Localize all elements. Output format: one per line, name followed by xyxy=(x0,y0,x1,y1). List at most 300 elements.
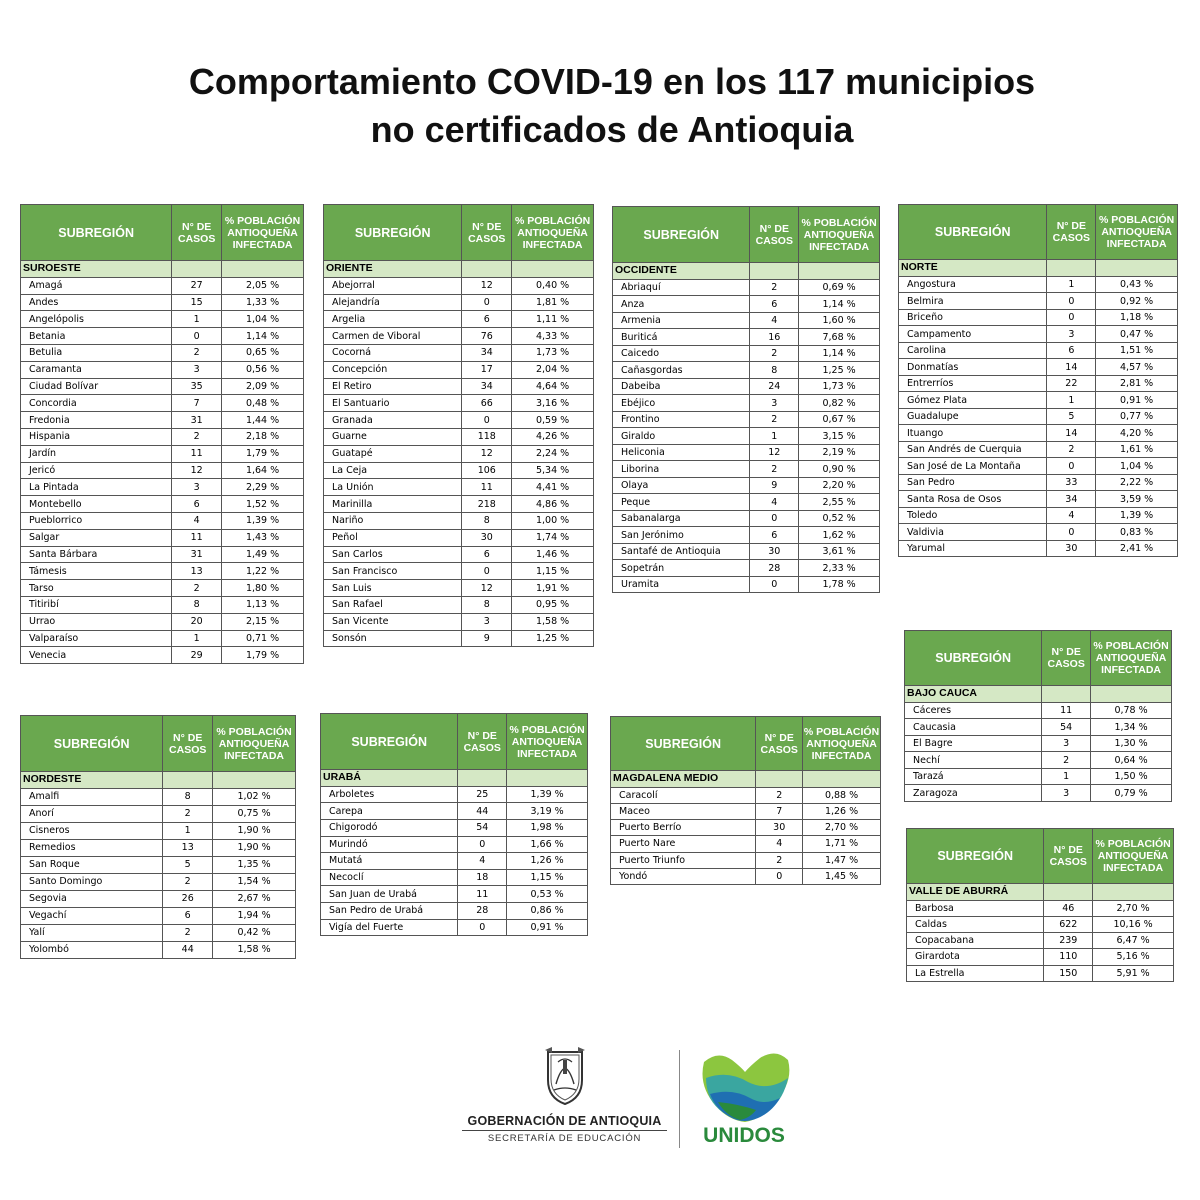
table-row xyxy=(907,933,1174,949)
casos-cell: 31 xyxy=(172,412,222,429)
table-magdalena xyxy=(610,716,881,885)
municipio-cell: Toledo xyxy=(899,507,1047,524)
header-subregion: SUBREGIÓN xyxy=(899,205,1047,260)
casos-cell: 14 xyxy=(1047,425,1096,442)
casos-cell: 30 xyxy=(756,820,803,836)
casos-cell: 13 xyxy=(172,563,222,580)
casos-cell: 20 xyxy=(172,613,222,630)
table-row xyxy=(324,462,594,479)
table-row xyxy=(899,326,1178,343)
table-row xyxy=(899,359,1178,376)
casos-cell: 5 xyxy=(163,856,213,873)
table-row xyxy=(21,428,304,445)
casos-cell: 2 xyxy=(750,461,799,478)
table-suroeste xyxy=(20,204,304,664)
casos-cell: 25 xyxy=(458,786,507,803)
porcentaje-cell: 1,14 % xyxy=(799,296,880,313)
municipio-cell: Betania xyxy=(21,328,172,345)
porcentaje-cell: 1,04 % xyxy=(1096,458,1178,475)
casos-cell: 46 xyxy=(1044,900,1093,916)
table-row xyxy=(611,868,881,884)
casos-cell: 4 xyxy=(750,312,799,329)
region-filler-cell xyxy=(1091,686,1172,703)
porcentaje-cell: 2,67 % xyxy=(213,890,296,907)
porcentaje-cell: 1,45 % xyxy=(803,868,881,884)
table-row xyxy=(21,805,296,822)
table-row xyxy=(21,613,304,630)
porcentaje-cell: 2,15 % xyxy=(222,613,304,630)
table-row xyxy=(905,702,1172,719)
porcentaje-cell: 1,13 % xyxy=(222,596,304,613)
table-row xyxy=(905,752,1172,769)
casos-cell: 2 xyxy=(163,805,213,822)
table-row xyxy=(899,458,1178,475)
casos-cell: 2 xyxy=(172,344,222,361)
porcentaje-cell: 1,33 % xyxy=(222,294,304,311)
header-row xyxy=(899,205,1178,260)
region-name: MAGDALENA MEDIO xyxy=(611,771,756,788)
municipio-cell: Mutatá xyxy=(321,853,458,870)
region-filler-cell xyxy=(222,261,304,278)
antioquia-coat-of-arms-icon xyxy=(540,1046,590,1106)
unidos-heart-logo-icon xyxy=(698,1048,792,1124)
casos-cell: 2 xyxy=(172,580,222,597)
table-row xyxy=(21,839,296,856)
header-porcentaje: % POBLACIÓN ANTIOQUEÑA INFECTADA xyxy=(1096,205,1178,260)
table-row xyxy=(899,474,1178,491)
municipio-cell: Yondó xyxy=(611,868,756,884)
porcentaje-cell: 1,26 % xyxy=(507,853,588,870)
table-row xyxy=(21,822,296,839)
table-row xyxy=(899,491,1178,508)
municipio-cell: Tarazá xyxy=(905,768,1042,785)
municipio-cell: Granada xyxy=(324,412,462,429)
municipio-cell: Tarso xyxy=(21,580,172,597)
table-row xyxy=(321,803,588,820)
porcentaje-cell: 1,25 % xyxy=(512,630,594,647)
table-row xyxy=(324,294,594,311)
data-table xyxy=(898,204,1178,557)
header-casos: N° DE CASOS xyxy=(750,207,799,263)
table-row xyxy=(613,510,880,527)
municipio-cell: Giraldo xyxy=(613,428,750,445)
table-row xyxy=(613,345,880,362)
municipio-cell: Carepa xyxy=(321,803,458,820)
table-row xyxy=(613,395,880,412)
casos-cell: 2 xyxy=(163,873,213,890)
data-table xyxy=(612,206,880,593)
porcentaje-cell: 0,71 % xyxy=(222,630,304,647)
table-row xyxy=(324,277,594,294)
porcentaje-cell: 1,25 % xyxy=(799,362,880,379)
region-filler-cell xyxy=(458,770,507,787)
table-row xyxy=(21,462,304,479)
casos-cell: 3 xyxy=(172,361,222,378)
porcentaje-cell: 0,91 % xyxy=(1096,392,1178,409)
municipio-cell: Puerto Nare xyxy=(611,836,756,852)
header-subregion: SUBREGIÓN xyxy=(321,714,458,770)
casos-cell: 8 xyxy=(462,512,512,529)
casos-cell: 7 xyxy=(172,395,222,412)
porcentaje-cell: 0,47 % xyxy=(1096,326,1178,343)
municipio-cell: Amagá xyxy=(21,277,172,294)
casos-cell: 5 xyxy=(1047,408,1096,425)
table-row xyxy=(613,527,880,544)
porcentaje-cell: 1,14 % xyxy=(222,328,304,345)
table-row xyxy=(611,803,881,819)
municipio-cell: Dabeiba xyxy=(613,378,750,395)
region-name: ORIENTE xyxy=(324,261,462,278)
header-row xyxy=(611,717,881,771)
table-row xyxy=(324,395,594,412)
porcentaje-cell: 0,95 % xyxy=(512,596,594,613)
porcentaje-cell: 2,41 % xyxy=(1096,540,1178,557)
header-subregion: SUBREGIÓN xyxy=(21,716,163,772)
porcentaje-cell: 0,86 % xyxy=(507,902,588,919)
casos-cell: 44 xyxy=(163,941,213,958)
porcentaje-cell: 0,64 % xyxy=(1091,752,1172,769)
table-row xyxy=(21,395,304,412)
table-row xyxy=(899,425,1178,442)
porcentaje-cell: 1,35 % xyxy=(213,856,296,873)
municipio-cell: Donmatías xyxy=(899,359,1047,376)
casos-cell: 239 xyxy=(1044,933,1093,949)
region-row xyxy=(905,686,1172,703)
municipio-cell: Guarne xyxy=(324,428,462,445)
table-row xyxy=(611,836,881,852)
table-row xyxy=(613,560,880,577)
region-filler-cell xyxy=(1042,686,1091,703)
table-row xyxy=(21,563,304,580)
porcentaje-cell: 0,65 % xyxy=(222,344,304,361)
casos-cell: 0 xyxy=(1047,293,1096,310)
porcentaje-cell: 0,59 % xyxy=(512,412,594,429)
municipio-cell: San Jerónimo xyxy=(613,527,750,544)
header-porcentaje: % POBLACIÓN ANTIOQUEÑA INFECTADA xyxy=(799,207,880,263)
casos-cell: 30 xyxy=(750,543,799,560)
municipio-cell: Chigorodó xyxy=(321,819,458,836)
casos-cell: 6 xyxy=(172,496,222,513)
table-row xyxy=(613,576,880,593)
municipio-cell: Guadalupe xyxy=(899,408,1047,425)
table-row xyxy=(324,580,594,597)
municipio-cell: Olaya xyxy=(613,477,750,494)
casos-cell: 0 xyxy=(462,563,512,580)
porcentaje-cell: 1,44 % xyxy=(222,412,304,429)
municipio-cell: El Santuario xyxy=(324,395,462,412)
table-row xyxy=(611,787,881,803)
table-row xyxy=(324,378,594,395)
porcentaje-cell: 1,81 % xyxy=(512,294,594,311)
table-row xyxy=(899,540,1178,557)
casos-cell: 12 xyxy=(750,444,799,461)
table-row xyxy=(613,329,880,346)
municipio-cell: Necoclí xyxy=(321,869,458,886)
municipio-cell: La Unión xyxy=(324,479,462,496)
porcentaje-cell: 0,75 % xyxy=(213,805,296,822)
porcentaje-cell: 2,24 % xyxy=(512,445,594,462)
casos-cell: 2 xyxy=(756,852,803,868)
casos-cell: 30 xyxy=(1047,540,1096,557)
casos-cell: 8 xyxy=(750,362,799,379)
table-nordeste xyxy=(20,715,296,959)
region-filler-cell xyxy=(1093,884,1174,901)
table-row xyxy=(899,342,1178,359)
table-norte xyxy=(898,204,1178,557)
header-subregion: SUBREGIÓN xyxy=(21,205,172,261)
table-row xyxy=(21,647,304,664)
porcentaje-cell: 2,09 % xyxy=(222,378,304,395)
table-row xyxy=(21,344,304,361)
municipio-cell: Betulia xyxy=(21,344,172,361)
casos-cell: 11 xyxy=(172,445,222,462)
porcentaje-cell: 1,22 % xyxy=(222,563,304,580)
municipio-cell: Puerto Triunfo xyxy=(611,852,756,868)
porcentaje-cell: 1,39 % xyxy=(222,512,304,529)
header-row xyxy=(324,205,594,261)
municipio-cell: Maceo xyxy=(611,803,756,819)
porcentaje-cell: 1,58 % xyxy=(512,613,594,630)
title-line-2: no certificados de Antioquia xyxy=(370,109,854,150)
table-row xyxy=(324,311,594,328)
casos-cell: 2 xyxy=(172,428,222,445)
header-row xyxy=(21,716,296,772)
casos-cell: 622 xyxy=(1044,916,1093,932)
casos-cell: 12 xyxy=(462,445,512,462)
header-porcentaje: % POBLACIÓN ANTIOQUEÑA INFECTADA xyxy=(222,205,304,261)
municipio-cell: San Pedro de Urabá xyxy=(321,902,458,919)
casos-cell: 12 xyxy=(462,580,512,597)
region-row xyxy=(324,261,594,278)
casos-cell: 0 xyxy=(750,576,799,593)
municipio-cell: San Andrés de Cuerquia xyxy=(899,441,1047,458)
region-filler-cell xyxy=(172,261,222,278)
table-row xyxy=(324,596,594,613)
table-row xyxy=(324,328,594,345)
municipio-cell: Barbosa xyxy=(907,900,1044,916)
municipio-cell: San José de La Montaña xyxy=(899,458,1047,475)
municipio-cell: Liborina xyxy=(613,461,750,478)
region-filler-cell xyxy=(507,770,588,787)
municipio-cell: Segovia xyxy=(21,890,163,907)
casos-cell: 12 xyxy=(172,462,222,479)
municipio-cell: Girardota xyxy=(907,949,1044,965)
table-row xyxy=(321,836,588,853)
municipio-cell: Urrao xyxy=(21,613,172,630)
region-row xyxy=(613,263,880,280)
casos-cell: 24 xyxy=(750,378,799,395)
porcentaje-cell: 1,78 % xyxy=(799,576,880,593)
municipio-cell: Támesis xyxy=(21,563,172,580)
header-casos: N° DE CASOS xyxy=(458,714,507,770)
municipio-cell: Uramita xyxy=(613,576,750,593)
region-name: VALLE DE ABURRÁ xyxy=(907,884,1044,901)
table-row xyxy=(324,496,594,513)
data-table xyxy=(906,828,1174,982)
region-filler-cell xyxy=(213,772,296,789)
casos-cell: 7 xyxy=(756,803,803,819)
table-row xyxy=(907,965,1174,981)
casos-cell: 11 xyxy=(462,479,512,496)
table-row xyxy=(324,512,594,529)
porcentaje-cell: 5,16 % xyxy=(1093,949,1174,965)
municipio-cell: Gómez Plata xyxy=(899,392,1047,409)
table-row xyxy=(613,444,880,461)
porcentaje-cell: 0,83 % xyxy=(1096,524,1178,541)
region-row xyxy=(21,261,304,278)
porcentaje-cell: 0,77 % xyxy=(1096,408,1178,425)
table-row xyxy=(21,630,304,647)
casos-cell: 66 xyxy=(462,395,512,412)
municipio-cell: Caracolí xyxy=(611,787,756,803)
casos-cell: 8 xyxy=(163,788,213,805)
table-row xyxy=(905,735,1172,752)
logo-divider xyxy=(679,1050,680,1148)
municipio-cell: Yolombó xyxy=(21,941,163,958)
porcentaje-cell: 0,67 % xyxy=(799,411,880,428)
region-name: URABÁ xyxy=(321,770,458,787)
municipio-cell: Carolina xyxy=(899,342,1047,359)
porcentaje-cell: 1,54 % xyxy=(213,873,296,890)
casos-cell: 118 xyxy=(462,428,512,445)
porcentaje-cell: 6,47 % xyxy=(1093,933,1174,949)
porcentaje-cell: 1,79 % xyxy=(222,647,304,664)
municipio-cell: Cocorná xyxy=(324,344,462,361)
municipio-cell: Cañasgordas xyxy=(613,362,750,379)
porcentaje-cell: 1,49 % xyxy=(222,546,304,563)
table-row xyxy=(21,580,304,597)
region-name: BAJO CAUCA xyxy=(905,686,1042,703)
table-row xyxy=(21,873,296,890)
municipio-cell: Anza xyxy=(613,296,750,313)
header-porcentaje: % POBLACIÓN ANTIOQUEÑA INFECTADA xyxy=(803,717,881,771)
municipio-cell: Santo Domingo xyxy=(21,873,163,890)
table-row xyxy=(321,886,588,903)
municipio-cell: Caicedo xyxy=(613,345,750,362)
porcentaje-cell: 4,64 % xyxy=(512,378,594,395)
porcentaje-cell: 4,41 % xyxy=(512,479,594,496)
region-name: SUROESTE xyxy=(21,261,172,278)
casos-cell: 2 xyxy=(163,924,213,941)
porcentaje-cell: 1,47 % xyxy=(803,852,881,868)
casos-cell: 0 xyxy=(458,919,507,936)
porcentaje-cell: 1,39 % xyxy=(1096,507,1178,524)
municipio-cell: Yalí xyxy=(21,924,163,941)
municipio-cell: Sabanalarga xyxy=(613,510,750,527)
table-row xyxy=(613,494,880,511)
municipio-cell: Santafé de Antioquia xyxy=(613,543,750,560)
porcentaje-cell: 1,62 % xyxy=(799,527,880,544)
municipio-cell: Ciudad Bolívar xyxy=(21,378,172,395)
municipio-cell: Peque xyxy=(613,494,750,511)
municipio-cell: Valdivia xyxy=(899,524,1047,541)
secretaria-name: SECRETARÍA DE EDUCACIÓN xyxy=(487,1133,642,1144)
casos-cell: 2 xyxy=(1042,752,1091,769)
porcentaje-cell: 1,30 % xyxy=(1091,735,1172,752)
region-filler-cell xyxy=(1096,260,1178,277)
porcentaje-cell: 1,34 % xyxy=(1091,719,1172,736)
casos-cell: 3 xyxy=(1042,785,1091,802)
table-row xyxy=(324,529,594,546)
casos-cell: 2 xyxy=(750,411,799,428)
porcentaje-cell: 5,34 % xyxy=(512,462,594,479)
municipio-cell: Frontino xyxy=(613,411,750,428)
casos-cell: 27 xyxy=(172,277,222,294)
table-row xyxy=(613,279,880,296)
porcentaje-cell: 1,15 % xyxy=(507,869,588,886)
municipio-cell: Armenia xyxy=(613,312,750,329)
table-row xyxy=(321,853,588,870)
porcentaje-cell: 3,61 % xyxy=(799,543,880,560)
porcentaje-cell: 2,29 % xyxy=(222,479,304,496)
casos-cell: 16 xyxy=(750,329,799,346)
header-casos: N° DE CASOS xyxy=(1044,829,1093,884)
header-subregion: SUBREGIÓN xyxy=(613,207,750,263)
municipio-cell: Nechí xyxy=(905,752,1042,769)
porcentaje-cell: 0,53 % xyxy=(507,886,588,903)
table-row xyxy=(613,477,880,494)
table-row xyxy=(905,785,1172,802)
casos-cell: 3 xyxy=(1047,326,1096,343)
municipio-cell: Peñol xyxy=(324,529,462,546)
porcentaje-cell: 3,16 % xyxy=(512,395,594,412)
porcentaje-cell: 0,78 % xyxy=(1091,702,1172,719)
table-row xyxy=(905,768,1172,785)
table-row xyxy=(324,412,594,429)
casos-cell: 11 xyxy=(1042,702,1091,719)
casos-cell: 28 xyxy=(458,902,507,919)
data-table xyxy=(20,715,296,959)
porcentaje-cell: 2,70 % xyxy=(803,820,881,836)
table-row xyxy=(21,890,296,907)
casos-cell: 1 xyxy=(750,428,799,445)
casos-cell: 110 xyxy=(1044,949,1093,965)
porcentaje-cell: 3,59 % xyxy=(1096,491,1178,508)
table-row xyxy=(907,916,1174,932)
casos-cell: 17 xyxy=(462,361,512,378)
porcentaje-cell: 2,18 % xyxy=(222,428,304,445)
header-casos: N° DE CASOS xyxy=(462,205,512,261)
casos-cell: 0 xyxy=(458,836,507,853)
region-row xyxy=(907,884,1174,901)
porcentaje-cell: 2,33 % xyxy=(799,560,880,577)
porcentaje-cell: 1,52 % xyxy=(222,496,304,513)
porcentaje-cell: 1,71 % xyxy=(803,836,881,852)
table-row xyxy=(613,378,880,395)
porcentaje-cell: 4,57 % xyxy=(1096,359,1178,376)
municipio-cell: San Carlos xyxy=(324,546,462,563)
table-row xyxy=(21,907,296,924)
municipio-cell: Caldas xyxy=(907,916,1044,932)
table-row xyxy=(899,441,1178,458)
municipio-cell: Angostura xyxy=(899,276,1047,293)
municipio-cell: Santa Bárbara xyxy=(21,546,172,563)
porcentaje-cell: 10,16 % xyxy=(1093,916,1174,932)
porcentaje-cell: 2,22 % xyxy=(1096,474,1178,491)
table-row xyxy=(611,820,881,836)
table-row xyxy=(21,445,304,462)
region-filler-cell xyxy=(750,263,799,280)
table-row xyxy=(21,479,304,496)
municipio-cell: Ituango xyxy=(899,425,1047,442)
header-porcentaje: % POBLACIÓN ANTIOQUEÑA INFECTADA xyxy=(213,716,296,772)
casos-cell: 1 xyxy=(163,822,213,839)
municipio-cell: Concordia xyxy=(21,395,172,412)
region-row xyxy=(611,771,881,788)
table-row xyxy=(324,361,594,378)
casos-cell: 6 xyxy=(462,311,512,328)
header-casos: N° DE CASOS xyxy=(172,205,222,261)
